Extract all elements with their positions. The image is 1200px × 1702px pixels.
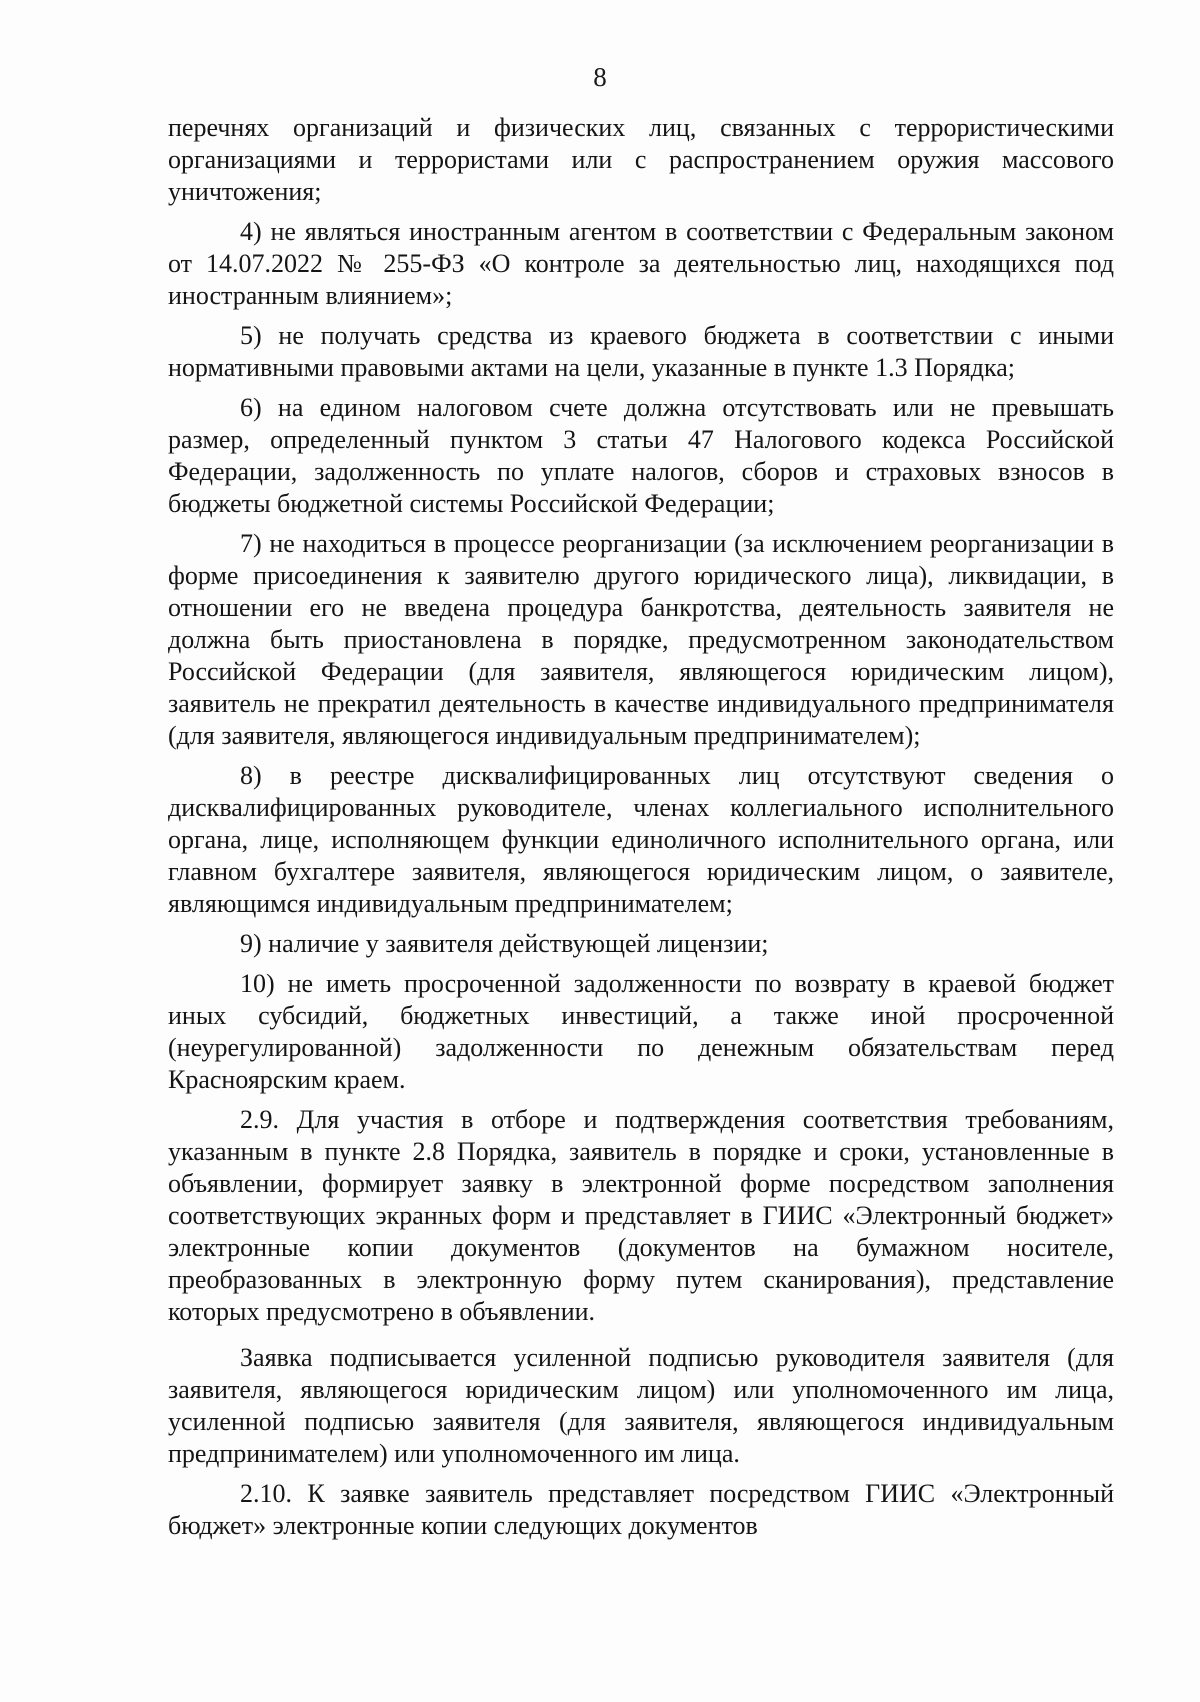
paragraph-continuation: перечнях организаций и физических лиц, связанных с террористическими организациями и террористами или с распространением оружия массового уничтожения; — [168, 113, 1114, 206]
paragraph-item-5: 5) не получать средства из краевого бюджета в соответствии с иными нормативными правовыми актами на цели, указанные в пункте 1.3 Порядка; — [168, 321, 1114, 382]
paragraph-application-signature: Заявка подписывается усиленной подписью руководителя заявителя (для заявителя, являющегося юридическим лицом) или уполномоченного им лица, усиленной подписью заявителя (для заявителя, являющегося индивидуальным предпринимателем) или уполномоченного им лица. — [168, 1343, 1114, 1468]
paragraph-item-9: 9) наличие у заявителя действующей лицензии; — [240, 929, 769, 958]
paragraph-item-10: 10) не иметь просроченной задолженности по возврату в краевой бюджет иных субсидий, бюджетных инвестиций, а также иной просроченной (неурегулированной) задолженности по денежным обязательствам перед Красноярским краем. — [168, 969, 1114, 1094]
paragraph-item-7: 7) не находиться в процессе реорганизации (за исключением реорганизации в форме присоединения к заявителю другого юридического лица), ликвидации, в отношении его не введена процедура банкротства, деятельность заявителя не должна быть приостановлена в порядке, предусмотренном законодательством Российской Федерации (для заявителя, являющегося юридическим лицом), заявитель не прекратил деятельность в качестве индивидуального предпринимателя (для заявителя, являющегося индивидуальным предпринимателем); — [168, 529, 1114, 750]
page-number: 8 — [593, 62, 607, 92]
paragraph-item-6: 6) на едином налоговом счете должна отсутствовать или не превышать размер, определенный пунктом 3 статьи 47 Налогового кодекса Российской Федерации, задолженность по уплате налогов, сборов и страховых взносов в бюджеты бюджетной системы Российской Федерации; — [168, 393, 1114, 518]
paragraph-item-4: 4) не являться иностранным агентом в соответствии с Федеральным законом от 14.07.2022 № 255-ФЗ «О контроле за деятельностью лиц, находящихся под иностранным влиянием»; — [168, 217, 1114, 310]
document-body — [168, 112, 1114, 1542]
paragraph-section-2-9: 2.9. Для участия в отборе и подтверждения соответствия требованиям, указанным в пункте 2.8 Порядка, заявитель в порядке и сроки, установленные в объявлении, формирует заявку в электронной форме посредством заполнения соответствующих экранных форм и представляет в ГИИС «Электронный бюджет» электронные копии документов (документов на бумажном носителе, преобразованных в электронную форму путем сканирования), представление которых предусмотрено в объявлении. — [168, 1105, 1114, 1326]
paragraph-item-8: 8) в реестре дисквалифицированных лиц отсутствуют сведения о дисквалифицированных руководителе, членах коллегиального исполнительного органа, лице, исполняющем функции единоличного исполнительного органа, или главном бухгалтере заявителя, являющегося юридическим лицом, о заявителе, являющимся индивидуальным предпринимателем; — [168, 761, 1114, 918]
paragraph-section-2-10: 2.10. К заявке заявитель представляет посредством ГИИС «Электронный бюджет» электронные копии следующих документов — [168, 1479, 1114, 1540]
